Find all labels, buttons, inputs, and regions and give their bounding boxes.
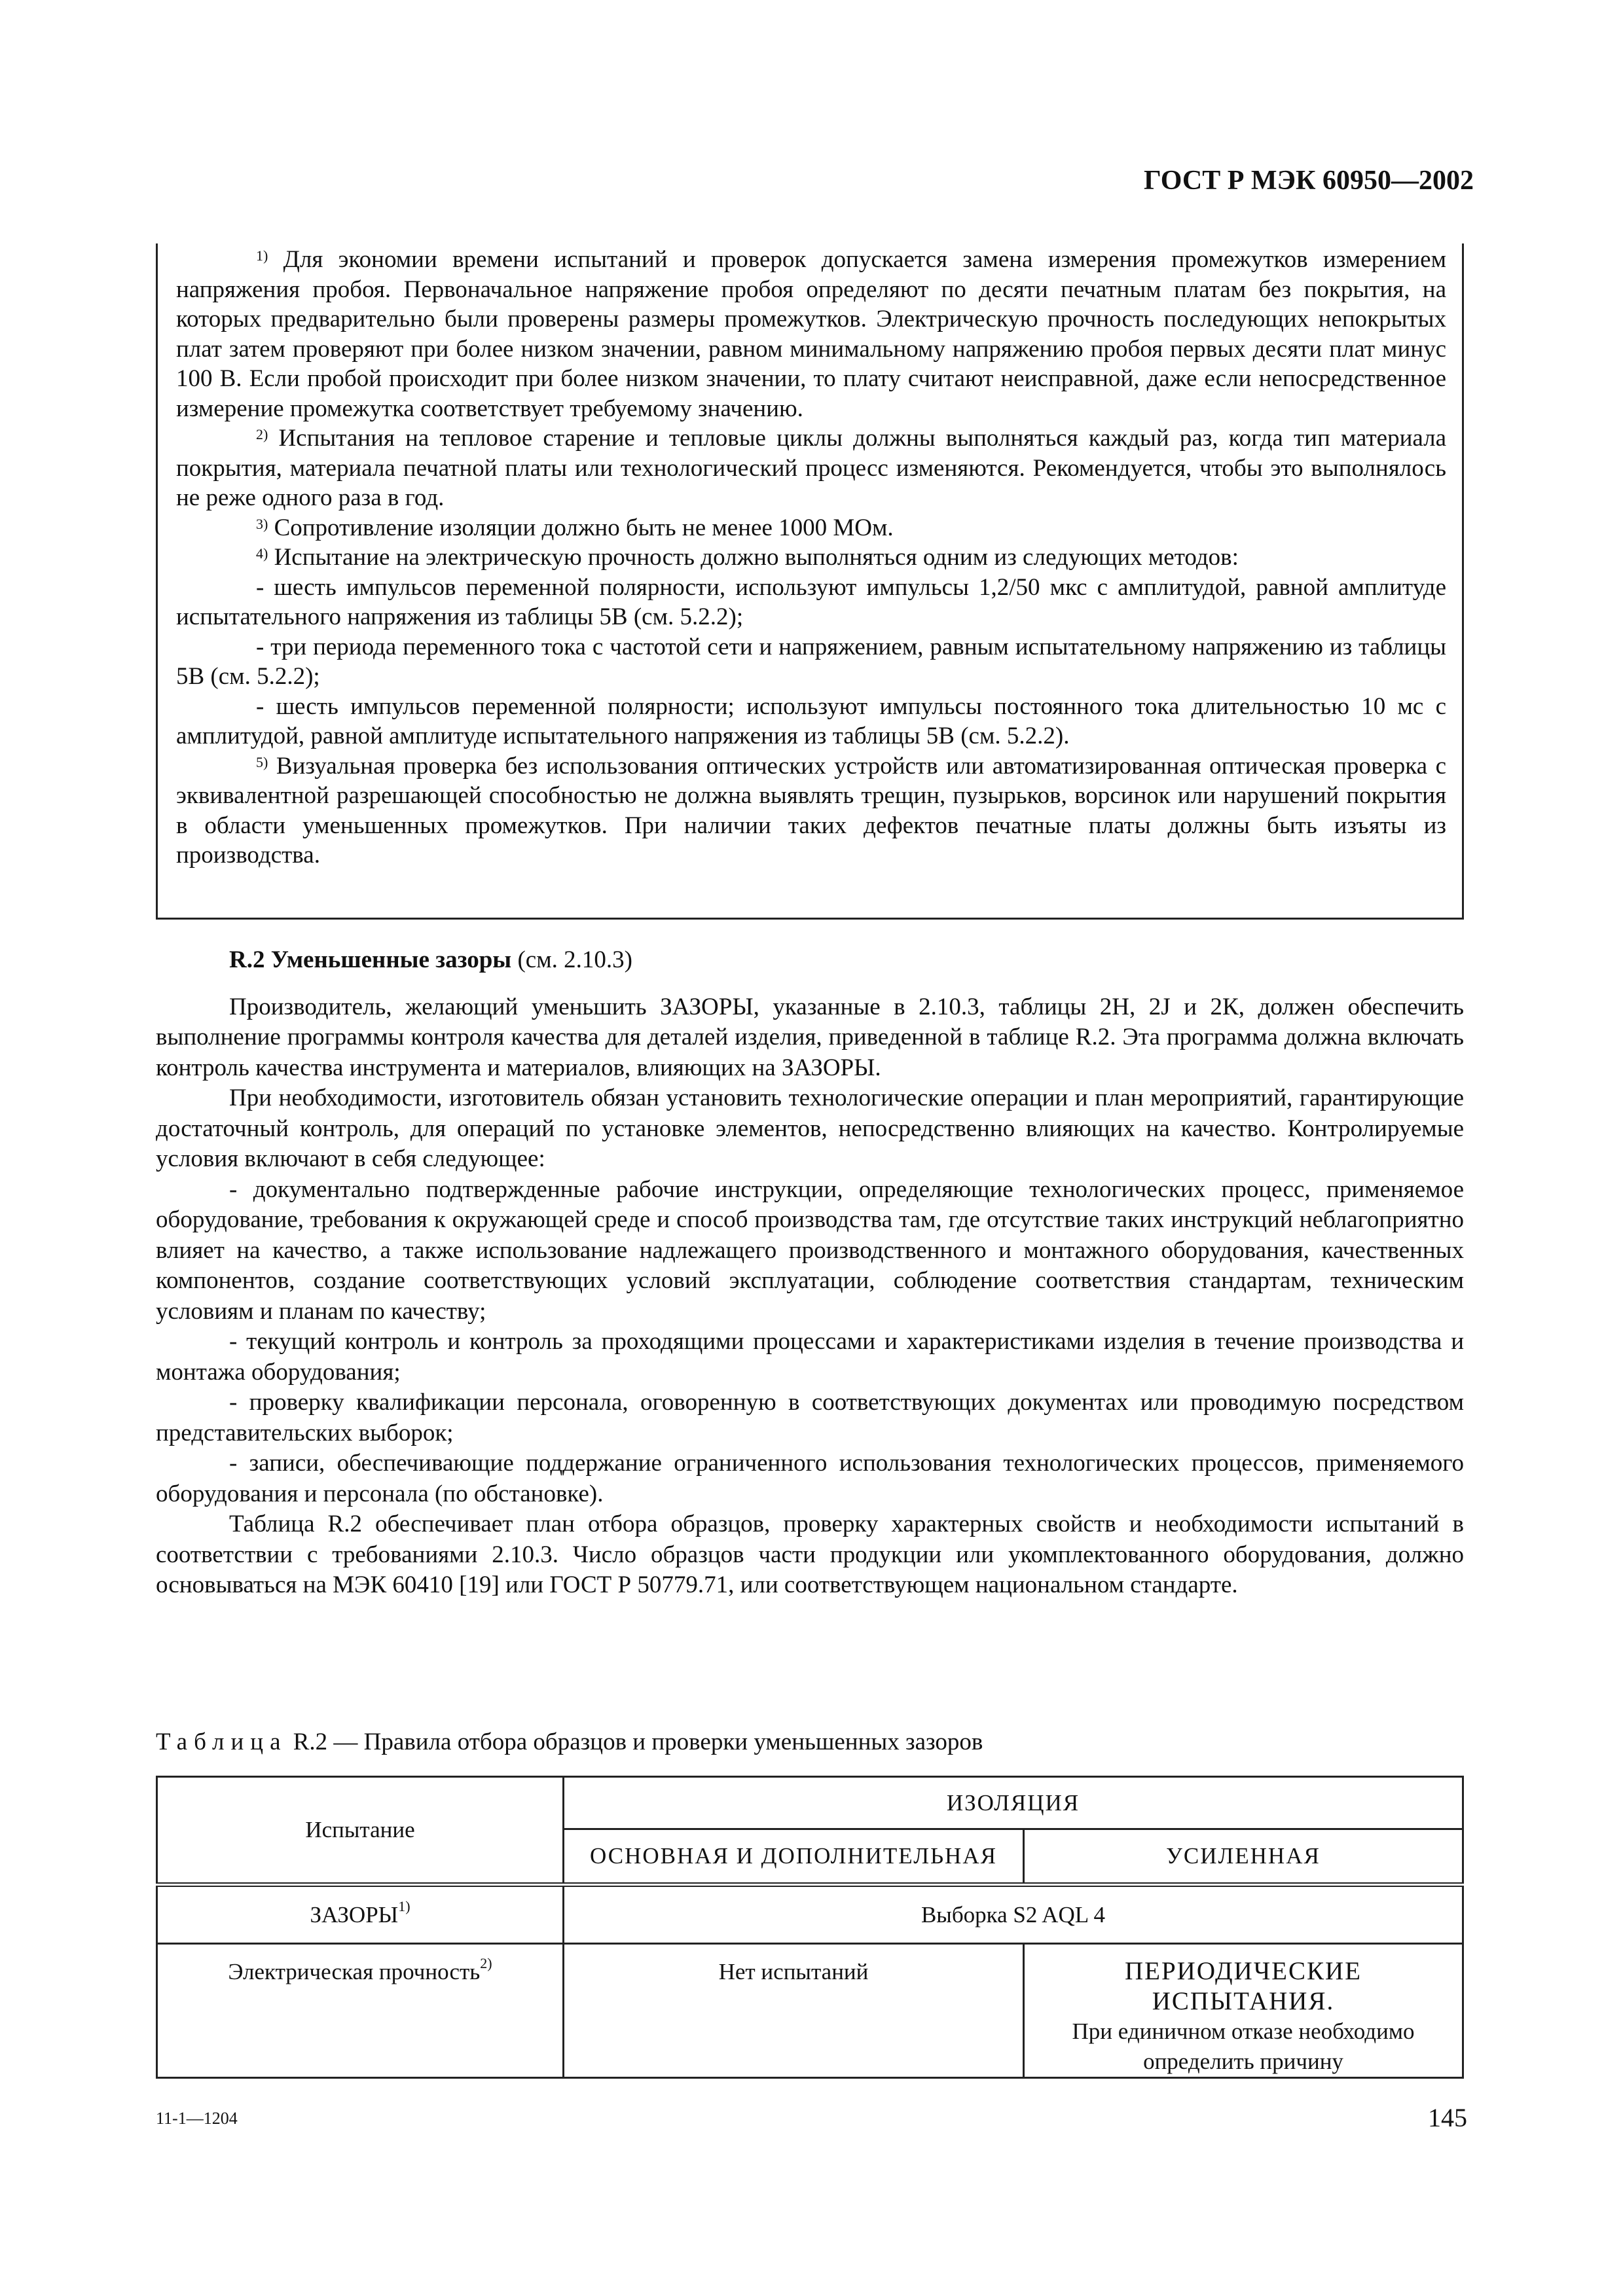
footnotes-box [156,243,1464,920]
footnote-marker: 1) [256,247,268,264]
row2-marker: 2) [480,1955,492,1971]
row2-reinforced [1024,1944,1463,2078]
paragraph: Производитель, желающий уменьшить ЗАЗОРЫ, указанные в 2.10.3, таблицы 2Н, 2J и 2К, должен обеспечить выполнение программы контроля качества для деталей изделия, приведенной в таблице R.2. Эта программа должна включать контроль качества инструмента и материалов, влияющих на ЗАЗОРЫ. [156,993,1464,1081]
header-reinforced: УСИЛЕННАЯ [1024,1829,1463,1885]
footnote-marker: 4) [256,545,268,562]
footnote-text: Испытания на тепловое старение и тепловые циклы должны выполняться каждый раз, когда тип материала покрытия, материала печатной платы или технологический процесс изменяются. Рекомендуется, чтобы это выполнялось не реже одного раза в год. [176,425,1447,511]
footnote-1 [176,245,1446,423]
list-item: - проверку квалификации персонала, оговоренную в соответствующих документах или проводимую посредством представительских выборок; [156,1389,1464,1446]
header-test: Испытание [157,1777,564,1885]
list-item: - текущий контроль и контроль за проходящими процессами и характеристиками изделия в течение производства и монтажа оборудования; [156,1328,1464,1386]
footnote-marker: 3) [256,515,268,532]
footnote-4-item-3: - шесть импульсов переменной полярности; используют импульсы постоянного тока длительностью 10 мс с амплитудой, равной амплитуде испытательного напряжения из таблицы 5В (см. 5.2.2). [176,692,1446,749]
section-heading [156,945,1464,976]
header-isolation: ИЗОЛЯЦИЯ [564,1777,1463,1829]
row2-reinforced-line2: При единичном отказе необходимо определить причину [1072,2018,1415,2074]
footnote-text: Для экономии времени испытаний и проверок допускается замена измерения промежутков измерением напряжения пробоя. Первоначальное напряжение пробоя определяют по десяти печатным платам без покрытия, на которых предварительно были проверены размеры промежутков. Электрическую прочность последующих непокрытых плат затем проверяют при более низком значении, равном минимальному напряжению пробоя первых десяти плат минус 100 В. Если пробой происходит при более низком значении, то плату считают неисправной, даже если непосредственное измерение промежутка соответствует требуемому значению. [176,246,1446,422]
paragraph: При необходимости, изготовитель обязан установить технологические операции и план мероприятий, гарантирующие достаточный контроль, для операций по установке элементов, непосредственно влияющих на качество. Контролируемые условия включают в себя следующее: [156,1085,1464,1172]
list-item: - записи, обеспечивающие поддержание ограниченного использования технологических процессов, применяемого оборудования и персонала (по обстановке). [156,1450,1464,1507]
paragraph: Таблица R.2 обеспечивает план отбора образцов, проверку характерных свойств и необходимости испытаний в соответствии с требованиями 2.10.3. Число образцов части продукции или укомплектованного оборудования, должно основываться на МЭК 60410 [19] или ГОСТ Р 50779.71, или соответствующем национальном стандарте. [156,1511,1464,1598]
row1-value: Выборка S2 AQL 4 [564,1885,1463,1944]
list-item: - документально подтвержденные рабочие инструкции, определяющие технологических процесс, применяемое оборудование, требования к окружающей среде и способ производства там, где отсутствие таких инструкций неблагоприятно влияет на качество, а также использование надлежащего производственного и монтажного оборудования, качественных компонентов, создание соответствующих условий эксплуатации, соблюдение соответствия стандартам, техническим условиям и планам по качеству; [156,1175,1464,1325]
section-title: R.2 Уменьшенные зазоры [229,946,512,973]
table-caption-text: R.2 — Правила отбора образцов и проверки уменьшенных зазоров [293,1729,983,1755]
table-caption [156,1728,983,1756]
row2-test [157,1944,564,2078]
section-reference: (см. 2.10.3) [517,946,632,973]
table-row [157,1885,1463,1944]
row1-test [157,1885,564,1944]
row1-marker: 1) [398,1897,410,1914]
footnote-4 [176,543,1446,573]
document-header: ГОСТ Р МЭК 60950—2002 [1144,166,1474,196]
footnote-3 [176,513,1446,543]
header-basic: ОСНОВНАЯ И ДОПОЛНИТЕЛЬНАЯ [564,1829,1024,1885]
row2-test-label: Электрическая прочность [228,1959,481,1984]
row2-basic: Нет испытаний [564,1944,1024,2078]
footnote-marker: 5) [256,753,268,770]
page-number: 145 [1428,2103,1467,2132]
row2-reinforced-line1: ПЕРИОДИЧЕСКИЕ ИСПЫТАНИЯ. [1124,1957,1362,2015]
footnote-text: Испытание на электрическую прочность должно выполняться одним из следующих методов: [274,544,1239,571]
footer-code: 11-1—1204 [156,2109,238,2128]
section-body [156,945,1464,1601]
footnote-marker: 2) [256,426,268,442]
footnote-text: Сопротивление изоляции должно быть не менее 1000 МОм. [274,514,894,541]
table-caption-word: Таблица [156,1729,287,1755]
footnote-5 [176,751,1446,870]
footnote-4-item-2: - три периода переменного тока с частотой сети и напряжением, равным испытательному напряжению из таблицы 5В (см. 5.2.2); [176,633,1446,690]
row1-test-label: ЗАЗОРЫ [310,1901,399,1928]
footnote-4-item-1: - шесть импульсов переменной полярности, используют импульсы 1,2/50 мкс с амплитудой, равной амплитуде испытательного напряжения из таблицы 5В (см. 5.2.2); [176,573,1446,630]
sampling-table [156,1776,1464,2079]
footnote-2 [176,423,1446,513]
table-row [157,1944,1463,2078]
footnote-text: Визуальная проверка без использования оптических устройств или автоматизированная оптическая проверка с эквивалентной разрешающей способностью не должна выявлять трещин, пузырьков, ворсинок или нарушений покрытия в области уменьшенных промежутков. При наличии таких дефектов печатные платы должны быть изъяты из производства. [176,752,1447,869]
